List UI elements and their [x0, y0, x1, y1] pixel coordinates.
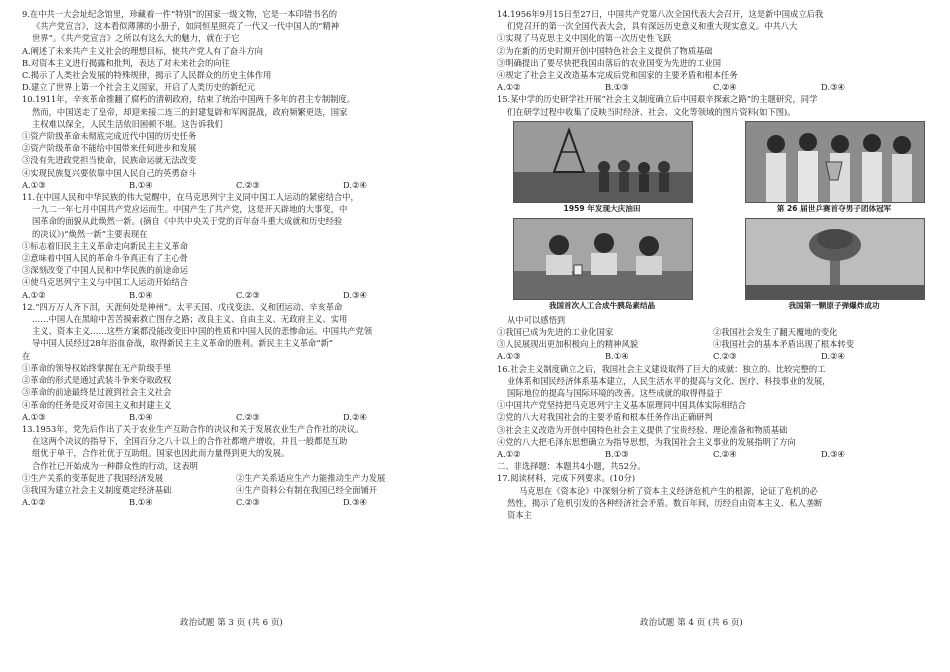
page-footer-right: 政治试题 第 4 页 (共 6 页) — [640, 618, 743, 628]
q14-item: ①实现了马克思主义中国化的第一次历史性飞跃 — [497, 33, 672, 44]
photo-caption: 1959 年发现大庆油田 — [563, 203, 641, 213]
q11-item: ④使马克思列宁主义与中国工人运动开始结合 — [22, 277, 188, 288]
q12-item: ①革命的领导权始终掌握在无产阶级手里 — [22, 362, 172, 373]
question-11 — [22, 191, 450, 301]
q12-stem-line: 在 — [22, 350, 31, 361]
q13-item: ①生产关系的变革促进了我国经济发展 — [22, 472, 164, 483]
q15-choice-c[interactable]: C.②③ — [713, 351, 737, 362]
q11-item: ③深刻改变了中国人民和中华民族的前途命运 — [22, 265, 188, 276]
photo-caption: 第 26 届世乒赛首夺男子团体冠军 — [776, 203, 892, 213]
q14-stem-line: 14.1956年9月15日至27日，中国共产党第八次全国代表大会召开，这是新中国成立后我 — [497, 9, 824, 19]
q9-option-a[interactable]: A.阐述了未来共产主义社会的理想目标，使共产党人有了奋斗方向 — [22, 45, 263, 56]
q11-stem-line: 的决议》)“焕然一新”主要表现在 — [32, 228, 148, 239]
question-9 — [22, 8, 450, 93]
q10-choice-b[interactable]: B.①④ — [129, 179, 153, 190]
q13-stem-line: 13.1953年，党先后作出了关于农业生产互助合作的决议和关于发展农业生产合作社的决议。 — [22, 423, 364, 434]
q13-item: ③我国为建立社会主义制度奠定经济基础 — [22, 484, 172, 495]
q17-material-line: 资本主 — [507, 510, 532, 521]
photo-daqing-oilfield — [513, 121, 691, 214]
section-heading-non-choice: 二、非选择题：本题共4小题，共52分。 — [497, 461, 646, 472]
q10-stem-line: 10.1911年，辛亥革命推翻了腐朽的清朝政府，结束了统治中国两千多年的君主专制制度。 — [22, 94, 356, 105]
question-13 — [22, 423, 450, 508]
q13-choices — [22, 496, 450, 508]
q9-option-c[interactable]: C.揭示了人类社会发展的特殊规律，揭示了人民群众的历史主体作用 — [22, 70, 272, 81]
q10-choice-a[interactable]: A.①③ — [22, 179, 46, 190]
q12-item: ④革命的任务是反对帝国主义和封建主义 — [22, 399, 172, 410]
q16-stem-line: 业体系和国民经济体系基本建立，人民生活水平的提高与文化、医疗、科技事业的发展， — [507, 375, 831, 386]
oilfield-photo-image — [513, 121, 693, 203]
q15-item: ①我国已成为先进的工业化国家 — [497, 327, 614, 338]
q13-stem-line: 组优于单干，合作社优于互助组。国家也因此而力量得到更大的发展。 — [32, 448, 290, 459]
q9-option-d[interactable]: D.建立了世界上第一个社会主义国家，开启了人类历史的新纪元 — [22, 82, 256, 93]
q11-choice-c[interactable]: C.②③ — [236, 289, 260, 300]
q12-stem-line: 导中国人民经过28年浴血奋战，取得新民主主义革命的胜利。新民主主义革命“新” — [32, 338, 334, 349]
q16-choice-b[interactable]: B.①③ — [605, 449, 629, 460]
photo-caption: 我国首次人工合成牛胰岛素结晶 — [548, 300, 656, 310]
q13-item: ④生产资料公有制在我国已经全面铺开 — [236, 484, 378, 495]
q12-choice-d[interactable]: D.②④ — [343, 411, 367, 422]
q16-choice-d[interactable]: D.③④ — [821, 449, 845, 460]
q11-item: ①标志着旧民主主义革命走向新民主主义革命 — [22, 240, 188, 251]
photo-table-tennis-champions — [745, 121, 923, 214]
q16-choices — [497, 448, 929, 460]
q9-stem-line: 世界”。《共产党宣言》之所以有这么大的魅力，就在于它 — [32, 33, 240, 44]
q14-choice-c[interactable]: C.②④ — [713, 82, 737, 93]
q14-choices — [497, 81, 929, 93]
q10-choice-d[interactable]: D.②④ — [343, 179, 367, 190]
q13-items-row — [22, 472, 450, 484]
q12-item: ③革命的前途最终是过渡到社会主义社会 — [22, 387, 172, 398]
q15-stem-line: 15.某中学的历史研学社开展“社会主义制度确立后中国艰辛探索之路”的主题研究，同学 — [497, 94, 818, 105]
right-page-column — [497, 8, 929, 521]
q10-choice-c[interactable]: C.②③ — [236, 179, 260, 190]
photo-caption: 我国第一颗原子弹爆炸成功 — [788, 300, 880, 310]
q15-photo-grid — [513, 121, 929, 311]
q10-item: ④实现民族复兴要依靠中国人民自己的英勇奋斗 — [22, 167, 197, 178]
q10-stem-line: 然而，中国送走了皇帝，却迎来接二连三的封建复辟和军阀混战，政府频繁更迭，国家 — [32, 106, 348, 117]
q10-choices — [22, 179, 450, 191]
insulin-photo-image — [513, 218, 693, 300]
q13-item: ②生产关系适应生产力能推动生产力发展 — [236, 472, 386, 483]
q15-item: ②我国社会发生了翻天覆地的变化 — [713, 327, 838, 338]
q15-choices — [497, 350, 929, 362]
q14-choice-d[interactable]: D.③④ — [821, 82, 845, 93]
q16-item: ②党的八大对我国社会的主要矛盾和根本任务作出正确研判 — [497, 412, 713, 423]
q15-lead: 从中可以感悟到 — [507, 314, 566, 325]
q17-material-line: 然性，揭示了危机引发的各种经济社会矛盾。数百年间，历经自由资本主义、私人垄断 — [507, 497, 823, 508]
q13-stem-line: 合作社已开始成为一种群众性的行动，这表明 — [32, 460, 198, 471]
q15-choice-a[interactable]: A.①③ — [497, 351, 521, 362]
table-tennis-photo-image — [745, 121, 925, 203]
q14-item: ③明确提出了要尽快把我国由落后的农业国变为先进的工业国 — [497, 57, 722, 68]
q9-option-b[interactable]: B.对资本主义进行揭露和批判，表达了对未来社会的向往 — [22, 57, 230, 68]
question-10 — [22, 93, 450, 191]
q15-choice-d[interactable]: D.②④ — [821, 351, 845, 362]
page-footer-left: 政治试题 第 3 页 (共 6 页) — [180, 618, 283, 628]
q10-item: ①资产阶级革命未彻底完成近代中国的历史任务 — [22, 131, 197, 142]
q12-stem-line: 主义、资本主义……这些方案都没能改变旧中国的性质和中国人民的悲惨命运。中国共产党领 — [32, 326, 373, 337]
q13-items-row — [22, 484, 450, 496]
question-14 — [497, 8, 929, 93]
q16-item: ③社会主义改造为开创中国特色社会主义提供了宝贵经验、理论准备和物质基础 — [497, 424, 788, 435]
q14-choice-b[interactable]: B.①③ — [605, 82, 629, 93]
atomic-bomb-photo-image — [745, 218, 925, 300]
q11-choice-b[interactable]: B.①④ — [129, 289, 153, 300]
q16-choice-c[interactable]: C.②④ — [713, 449, 737, 460]
question-16 — [497, 363, 929, 461]
q9-stem-line: 9.在中共一大会址纪念馆里，珍藏着一件“特别”的国家一级文物，它是一本印错书名的 — [22, 9, 338, 19]
q13-choice-c[interactable]: C.②③ — [236, 497, 260, 508]
q16-item: ④党的八大把毛泽东思想确立为指导思想，为我国社会主义事业的发展指明了方向 — [497, 436, 796, 447]
q13-choice-b[interactable]: B.①④ — [129, 497, 153, 508]
q14-item: ②为在新的历史时期开创中国特色社会主义提供了物质基础 — [497, 45, 713, 56]
question-17 — [497, 472, 929, 521]
q11-stem-line: 一九二一年七月中国共产党应运而生。中国产生了共产党，这是开天辟地的大事变，中 — [32, 204, 348, 215]
q11-stem-line: 11.在中国人民和中华民族的伟大觉醒中，在马克思列宁主义同中国工人运动的紧密结合中， — [22, 192, 359, 203]
q14-choice-a[interactable]: A.①② — [497, 82, 521, 93]
q16-choice-a[interactable]: A.①② — [497, 449, 521, 460]
q16-stem-line: 国际地位的提高与国际环境的改善。这些成就的取得得益于 — [507, 388, 723, 399]
q11-choices — [22, 289, 450, 301]
q11-item: ②意味着中国人民的革命斗争真正有了主心骨 — [22, 253, 188, 264]
q15-item: ③人民展现出更加积极向上的精神风貌 — [497, 339, 639, 350]
q12-item: ②革命的形式是通过武装斗争来夺取政权 — [22, 375, 172, 386]
q13-choice-a[interactable]: A.①② — [22, 497, 46, 508]
q14-stem-line: 们党召开的第一次全国代表大会，具有深远历史意义和重大现实意义。中共八大 — [507, 21, 798, 32]
q16-item: ①中国共产党坚持把马克思列宁主义基本原理同中国具体实际相结合 — [497, 400, 746, 411]
q11-choice-a[interactable]: A.①② — [22, 289, 46, 300]
q17-material-line: 马克思在《资本论》中深刻分析了资本主义经济危机产生的根源，论证了危机的必 — [519, 485, 818, 496]
q12-choices — [22, 411, 450, 423]
q17-heading: 17.阅读材料，完成下列要求。(10分) — [497, 473, 636, 484]
q12-choice-a[interactable]: A.①③ — [22, 411, 46, 422]
q14-item: ④规定了社会主义改造基本完成后党和国家的主要矛盾和根本任务 — [497, 70, 738, 81]
q11-choice-d[interactable]: D.③④ — [343, 289, 367, 300]
q12-choice-b[interactable]: B.①④ — [129, 411, 153, 422]
q15-item: ④我国社会的基本矛盾出现了根本转变 — [713, 339, 855, 350]
q15-stem-line: 们在研学过程中收集了反映当时经济、社会、文化等领域的图片资料(如下图)。 — [507, 106, 796, 117]
q12-choice-c[interactable]: C.②③ — [236, 411, 260, 422]
q10-stem-line: 主权难以保全，人民生活依旧困顿不堪。这告诉我们 — [32, 118, 223, 129]
q15-items-row — [497, 338, 929, 350]
q15-items-row — [497, 326, 929, 338]
q13-stem-line: 在这两个决议的指导下，全国百分之八十以上的合作社都增产增收，并且一般都是互助 — [32, 436, 348, 447]
q16-stem-line: 16.社会主义制度确立之后，我国社会主义建设取得了巨大的成就：独立的、比较完整的工 — [497, 363, 826, 374]
q11-stem-line: 国革命的面貌从此焕然一新。(摘自《中共中央关于党的百年奋斗重大成就和历史经验 — [32, 216, 343, 227]
q10-item: ③没有先进政党担当使命，民族命运就无法改变 — [22, 155, 197, 166]
question-15 — [497, 93, 929, 362]
q12-stem-line: ……中国人在黑暗中苦苦摸索救亡图存之路；改良主义、自由主义、无政府主义、实用 — [32, 314, 348, 325]
q15-choice-b[interactable]: B.①④ — [605, 351, 629, 362]
question-12 — [22, 301, 450, 423]
q9-stem-line: 《共产党宣言》，这本看似薄薄的小册子，如同恒星照亮了一代又一代中国人的“精神 — [32, 21, 340, 32]
q13-choice-d[interactable]: D.③④ — [343, 497, 367, 508]
q12-stem-line: 12.“四万万人齐下泪，天涯何处是神州”。太平天国、戊戌变法、义和团运动、辛亥革命 — [22, 301, 343, 312]
photo-insulin-synthesis — [513, 218, 691, 311]
photo-atomic-bomb — [745, 218, 923, 311]
left-page-column — [22, 8, 450, 508]
q10-item: ②资产阶级革命不能给中国带来任何进步和发展 — [22, 143, 197, 154]
